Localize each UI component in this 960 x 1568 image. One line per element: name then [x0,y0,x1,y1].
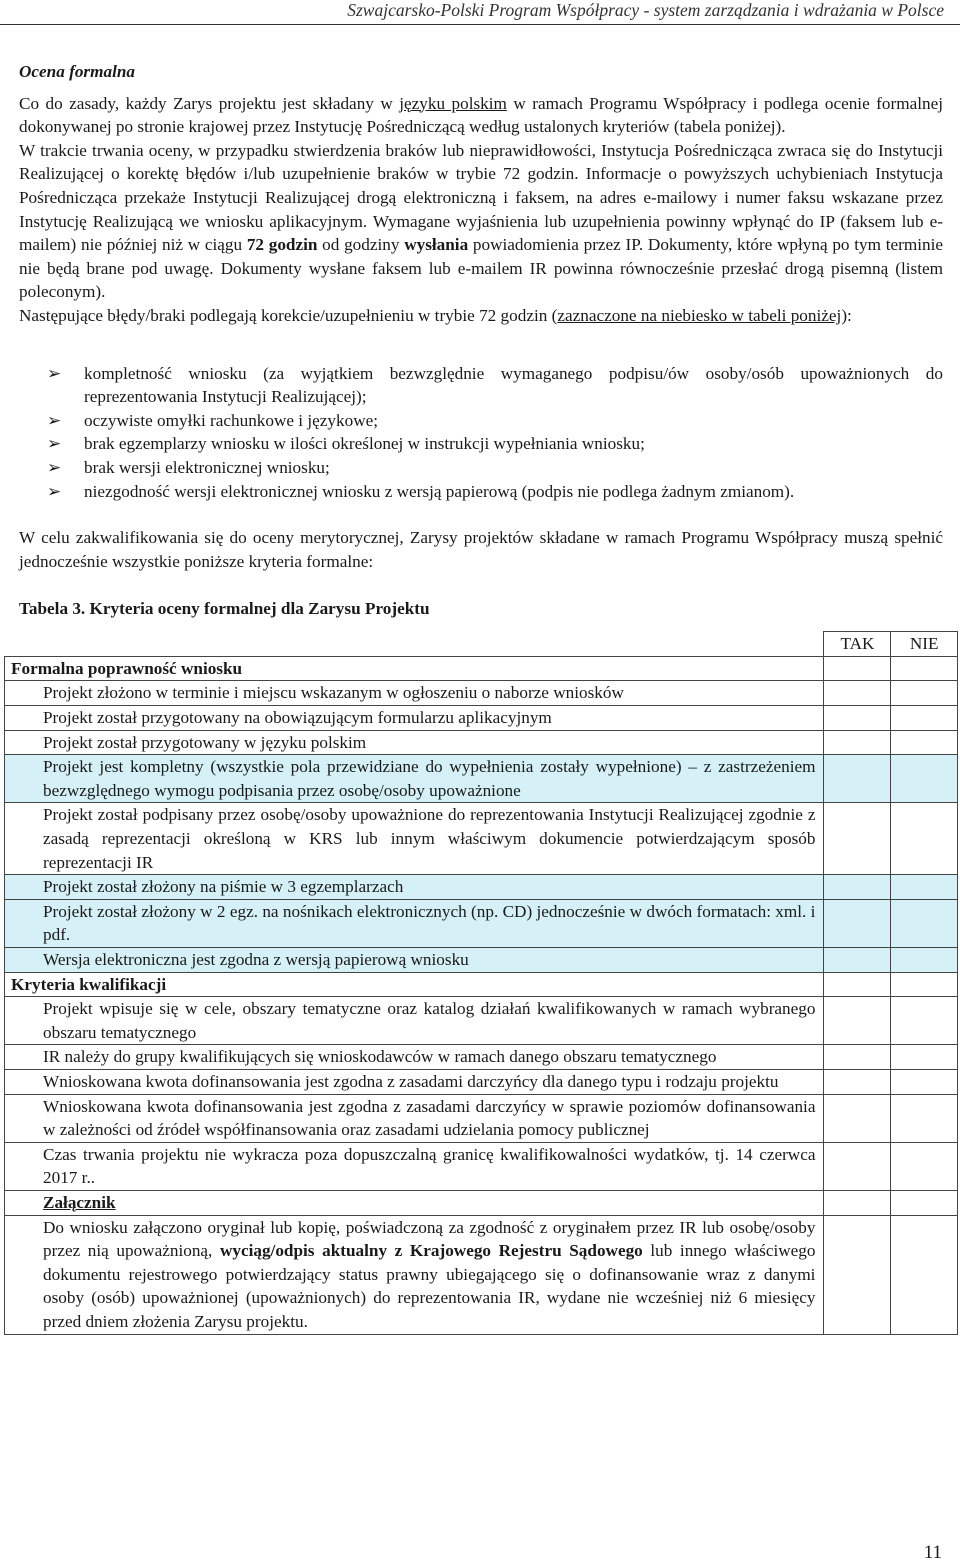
table-header-row [5,631,958,656]
table-row: Projekt został przygotowany w języku polskim [5,730,958,755]
nie-cell[interactable] [891,681,958,706]
table-row: Do wniosku załączono oryginał lub kopię, poświadczoną za zgodność z oryginałem przez IR lub osobę/osoby przez nią upoważnioną, wyciąg/odpis aktualny z Krajowego Rejestru Sądowego lub innego właściwego dokumentu rejestrowego potwierdzający status prawny ubiegającego się o dofinansowanie wraz z danymi osoby (osób) upoważnionej (upoważnionych) do reprezentowania IR, wydane nie wcześniej niż 6 miesięcy przed dniem złożenia Zarysu projektu. [5,1215,958,1334]
nie-cell[interactable] [891,1190,958,1215]
nie-cell[interactable] [891,1142,958,1190]
table-row: Wnioskowana kwota dofinansowania jest zgodna z zasadami darczyńcy w sprawie poziomów dofinansowania w zależności od źródeł współfinansowania oraz zasadami udzielania pomocy publicznej [5,1094,958,1142]
nie-cell[interactable] [891,875,958,900]
table-row: IR należy do grupy kwalifikujących się wnioskodawców w ramach danego obszaru tematycznego [5,1045,958,1070]
nie-cell[interactable] [891,803,958,875]
table-row: Projekt złożono w terminie i miejscu wskazanym w ogłoszeniu o naborze wniosków [5,681,958,706]
nie-cell[interactable] [891,755,958,803]
table-row: Wnioskowana kwota dofinansowania jest zgodna z zasadami darczyńcy dla danego typu i rodzaju projektu [5,1069,958,1094]
tak-cell[interactable] [824,1045,891,1070]
table-caption: Tabela 3. Kryteria oceny formalnej dla Zarysu Projektu [19,599,430,619]
paragraph-1: Co do zasady, każdy Zarys projektu jest składany w języku polskim w ramach Programu Współpracy i podlega ocenie formalnej dokonywanej po stronie krajowej przez Instytucję Pośredniczącą według ustalonych kryteriów (tabela poniżej). [19,93,943,137]
section-heading: Ocena formalna [19,62,136,81]
list-item: ➢ niezgodność wersji elektronicznej wniosku z wersją papierową (podpis nie podlega żadnym zmianom). [19,480,943,504]
arrow-bullet-icon: ➢ [47,410,62,430]
tak-cell[interactable] [824,899,891,947]
table-row-highlighted: Projekt jest kompletny (wszystkie pola przewidziane do wypełnienia zostały wypełnione) – z zastrzeżeniem bezwzględnego wymogu podpisania przez osobę/osoby upoważnione [5,755,958,803]
list-item: ➢ brak egzemplarzy wniosku w ilości określonej w instrukcji wypełniania wniosku; [19,432,943,456]
arrow-bullet-icon: ➢ [47,481,62,501]
tak-cell[interactable] [824,755,891,803]
blue-marked-link[interactable]: zaznaczone na niebiesko w tabeli poniżej [557,305,842,325]
list-item: ➢ brak wersji elektronicznej wniosku; [19,456,943,480]
table-row: Projekt został przygotowany na obowiązującym formularzu aplikacyjnym [5,706,958,731]
nie-cell[interactable] [891,948,958,973]
group-row [5,972,958,997]
nie-cell[interactable] [891,1094,958,1142]
col-nie-header: NIE [891,631,958,656]
table-row-highlighted: Projekt został złożony w 2 egz. na nośnikach elektronicznych (np. CD) jednocześnie w dwóch formatach: xml. i pdf. [5,899,958,947]
tak-cell[interactable] [824,730,891,755]
table-row-highlighted: Wersja elektroniczna jest zgodna z wersją papierową wniosku [5,948,958,973]
nie-cell[interactable] [891,706,958,731]
nie-cell[interactable] [891,899,958,947]
table-row: Projekt wpisuje się w cele, obszary tematyczne oraz katalog działań kwalifikowanych w ramach wybranego obszaru tematycznego [5,997,958,1045]
tak-cell[interactable] [824,875,891,900]
language-link[interactable]: języku polskim [399,93,507,113]
nie-cell[interactable] [891,656,958,681]
page-number: 11 [923,1542,942,1563]
criteria-table [4,631,958,1335]
paragraph-3: Następujące błędy/braki podlegają korekcie/uzupełnieniu w trybie 72 godzin (zaznaczone na niebiesko w tabeli poniżej): [19,305,852,325]
group-row [5,656,958,681]
tak-cell[interactable] [824,948,891,973]
paragraph-2: W trakcie trwania oceny, w przypadku stwierdzenia braków lub nieprawidłowości, Instytucja Pośrednicząca zwraca się do Instytucji Realizującej o korektę błędów i/lub uzupełnienie braków w trybie 72 godzin. Informacje o powyższych uchybieniach Instytucja Pośrednicząca przekaże Instytucji Realizującej drogą elektroniczną i faksem, na adres e-mailowy i numer faksu wskazane przez Instytucję Realizującą we wniosku aplikacyjnym. Wymagane wyjaśnienia lub uzupełnienia powinny wpłynąć do IP (faksem lub e-mailem) nie później niż w ciągu 72 godzin od godziny wysłania powiadomienia przez IP. Dokumenty, które wpłyną po tym terminie nie będą brane pod uwagę. Dokumenty wysłane faksem lub e-mailem IR powinna równocześnie przesłać drogą pisemną (listem poleconym). [19,140,943,302]
tak-cell[interactable] [824,1094,891,1142]
paragraph-4: W celu zakwalifikowania się do oceny merytorycznej, Zarysy projektów składane w ramach Programu Współpracy muszą spełnić jednocześnie wszystkie poniższe kryteria formalne: [19,528,943,571]
tak-cell[interactable] [824,1069,891,1094]
nie-cell[interactable] [891,997,958,1045]
table-row-highlighted: Projekt został złożony na piśmie w 3 egzemplarzach [5,875,958,900]
tak-cell[interactable] [824,706,891,731]
header-blank-cell [5,631,824,656]
subgroup-row [5,1190,958,1215]
nie-cell[interactable] [891,1045,958,1070]
table-row: Projekt został podpisany przez osobę/osoby upoważnione do reprezentowania Instytucji Realizującej zgodnie z zasadą reprezentacji określoną w KRS lub innym właściwym dokumencie potwierdzającym sposób reprezentacji IR [5,803,958,875]
col-tak-header: TAK [824,631,891,656]
running-header: Szwajcarsko-Polski Program Współpracy - system zarządzania i wdrażania w Polsce [347,0,944,20]
tak-cell[interactable] [824,1190,891,1215]
group-title: Kryteria kwalifikacji [5,972,824,997]
tak-cell[interactable] [824,681,891,706]
table-row: Czas trwania projektu nie wykracza poza dopuszczalną granicę kwalifikowalności wydatków, tj. 14 czerwca 2017 r.. [5,1142,958,1190]
list-item: ➢ kompletność wniosku (za wyjątkiem bezwzględnie wymaganego podpisu/ów osoby/osób upoważnionych do reprezentowania Instytucji Realizującej); [47,363,943,407]
group-title: Formalna poprawność wniosku [5,656,824,681]
nie-cell[interactable] [891,730,958,755]
tak-cell[interactable] [824,997,891,1045]
tak-cell[interactable] [824,972,891,997]
subgroup-title: Załącznik [5,1190,824,1215]
correction-list [19,362,943,504]
nie-cell[interactable] [891,1069,958,1094]
tak-cell[interactable] [824,1142,891,1190]
tak-cell[interactable] [824,656,891,681]
nie-cell[interactable] [891,1215,958,1334]
tak-cell[interactable] [824,803,891,875]
arrow-bullet-icon: ➢ [47,457,62,477]
header-rule [0,24,960,25]
tak-cell[interactable] [824,1215,891,1334]
document-body [11,60,943,1335]
arrow-bullet-icon: ➢ [47,434,62,454]
list-item: ➢ oczywiste omyłki rachunkowe i językowe; [19,409,943,433]
arrow-bullet-icon: ➢ [47,363,62,383]
nie-cell[interactable] [891,972,958,997]
